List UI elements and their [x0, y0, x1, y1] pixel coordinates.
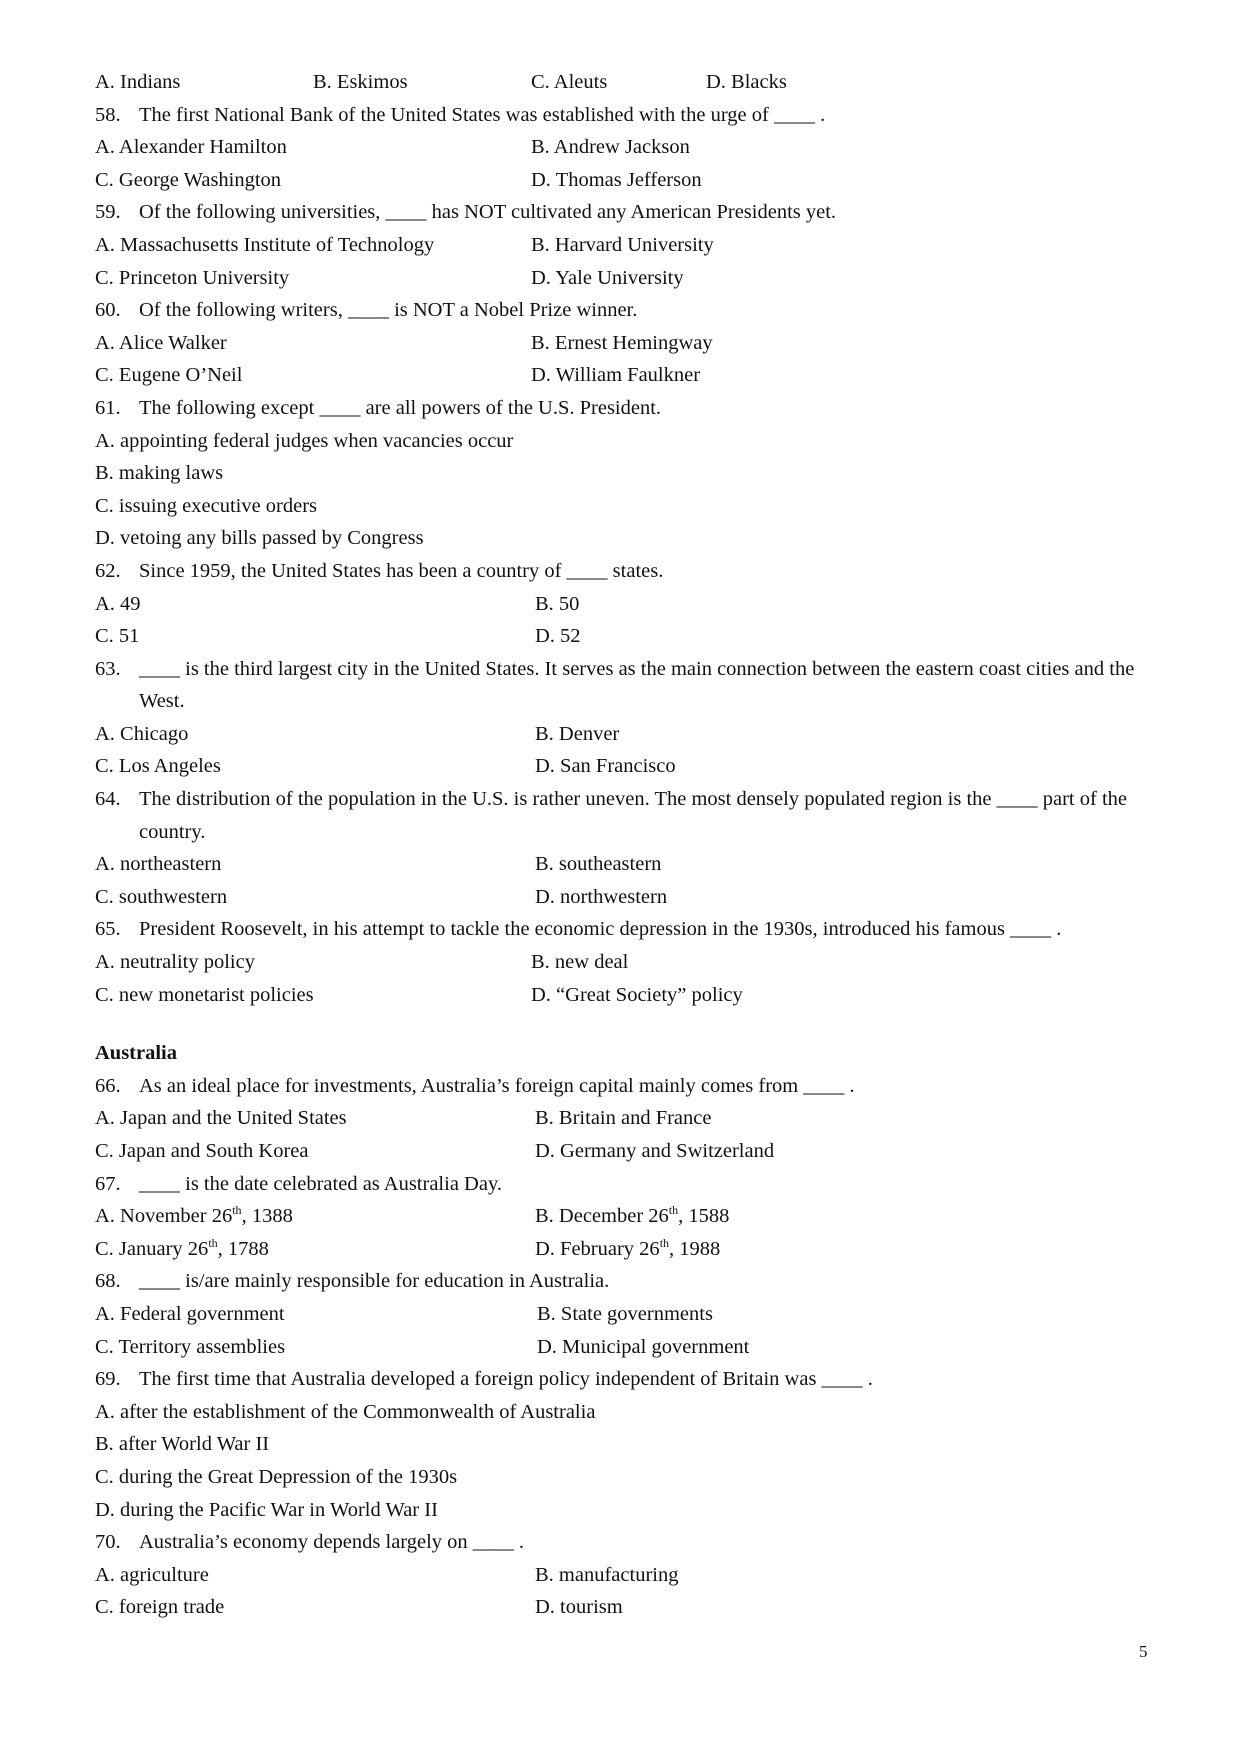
- option-b: B. after World War II: [95, 1433, 270, 1456]
- options-row: [95, 1331, 1155, 1364]
- option-c: C. Eugene O’Neil: [95, 364, 243, 387]
- question-number: 58.: [95, 103, 121, 126]
- options-row: [95, 750, 1155, 783]
- question-number: 61.: [95, 396, 121, 419]
- question-text: As an ideal place for investments, Australia’s foreign capital mainly comes from ____ .: [139, 1074, 855, 1097]
- option-c: C. Princeton University: [95, 266, 290, 289]
- section-heading: Australia: [95, 1042, 177, 1065]
- option-c: C. January 26th, 1788: [95, 1235, 269, 1260]
- option-a: A. Alexander Hamilton: [95, 136, 287, 159]
- option-a: A. northeastern: [95, 853, 222, 876]
- section-gap: [95, 1011, 1155, 1037]
- option-c: C. Territory assemblies: [95, 1335, 286, 1358]
- options-row: [95, 1591, 1155, 1624]
- question-61: [95, 392, 1155, 425]
- option-a: A. appointing federal judges when vacancies occur: [95, 429, 514, 452]
- question-number: 62.: [95, 559, 121, 582]
- options-row: [95, 848, 1155, 881]
- option-a: A. Indians: [95, 71, 181, 93]
- options-row: [95, 229, 1155, 262]
- options-row: [95, 620, 1155, 653]
- option-d: D. 52: [535, 625, 581, 648]
- question-62: [95, 555, 1155, 588]
- option-b: B. manufacturing: [535, 1563, 679, 1586]
- option-d: D. San Francisco: [535, 755, 676, 778]
- question-number: 69.: [95, 1368, 121, 1391]
- options-row: [95, 164, 1155, 197]
- option-b: B. Eskimos: [313, 71, 408, 93]
- page-number: 5: [1139, 1642, 1148, 1661]
- option-b: B. southeastern: [535, 853, 662, 876]
- option-d: D. Yale University: [531, 266, 684, 289]
- document-page: [95, 66, 1155, 1624]
- option-c: C. foreign trade: [95, 1596, 225, 1619]
- option-c: C. Aleuts: [531, 71, 608, 93]
- question-number: 68.: [95, 1270, 121, 1293]
- question-69: [95, 1363, 1155, 1396]
- question-text: Of the following universities, ____ has NOT cultivated any American Presidents yet.: [139, 201, 837, 224]
- options-row: [95, 946, 1155, 979]
- options-row: [95, 1233, 1155, 1266]
- question-text: President Roosevelt, in his attempt to tackle the economic depression in the 1930s, introduced his famous ____ .: [139, 918, 1062, 941]
- option-d: D. “Great Society” policy: [531, 983, 743, 1006]
- option-c: C. new monetarist policies: [95, 983, 314, 1006]
- question-number: 70.: [95, 1531, 121, 1554]
- option-c: C. George Washington: [95, 168, 282, 191]
- option-b: B. making laws: [95, 462, 224, 485]
- option-c: C. Japan and South Korea: [95, 1140, 309, 1162]
- option-c: C. Los Angeles: [95, 755, 221, 778]
- question-number: 64.: [95, 788, 121, 811]
- option-a: A. Federal government: [95, 1302, 285, 1325]
- question-number: 65.: [95, 918, 121, 941]
- options-row: [95, 979, 1155, 1012]
- option-b: B. 50: [535, 592, 580, 615]
- question-number: 63.: [95, 657, 121, 680]
- option-a: A. neutrality policy: [95, 951, 255, 974]
- option-a: A. Alice Walker: [95, 331, 227, 354]
- options-row: [95, 131, 1155, 164]
- question-67: [95, 1168, 1155, 1201]
- question-text: ____ is/are mainly responsible for education in Australia.: [139, 1270, 610, 1293]
- option-d: D. February 26th, 1988: [535, 1235, 721, 1260]
- option-b: B. Harvard University: [531, 233, 714, 256]
- options-row-top: [95, 66, 1155, 99]
- question-text: ____ is the third largest city in the United States. It serves as the main connection between the eastern coast cities and the West.: [139, 657, 1135, 713]
- options-row: [95, 1298, 1155, 1331]
- question-text: Australia’s economy depends largely on ____ .: [139, 1531, 525, 1554]
- question-63: [95, 653, 1155, 718]
- option-c: C. southwestern: [95, 885, 228, 908]
- question-text: ____ is the date celebrated as Australia Day.: [139, 1172, 502, 1195]
- option-b: B. new deal: [531, 951, 629, 974]
- options-row: [95, 718, 1155, 751]
- question-65: [95, 913, 1155, 946]
- question-68: [95, 1265, 1155, 1298]
- question-number: 67.: [95, 1172, 121, 1195]
- options-row: [95, 359, 1155, 392]
- option-c: C. during the Great Depression of the 1930s: [95, 1465, 458, 1488]
- option-a: A. November 26th, 1388: [95, 1203, 293, 1228]
- question-text: The first time that Australia developed a foreign policy independent of Britain was ____ .: [139, 1368, 873, 1391]
- question-number: 60.: [95, 299, 121, 322]
- options-row: [95, 1200, 1155, 1233]
- option-c: C. 51: [95, 625, 140, 648]
- question-text: Since 1959, the United States has been a country of ____ states.: [139, 559, 664, 582]
- question-text: The following except ____ are all powers of the U.S. President.: [139, 396, 662, 419]
- option-b: B. Britain and France: [535, 1107, 712, 1130]
- question-text: Of the following writers, ____ is NOT a Nobel Prize winner.: [139, 299, 638, 322]
- question-60: [95, 294, 1155, 327]
- option-b: B. Denver: [535, 722, 620, 745]
- option-d: D. Germany and Switzerland: [535, 1140, 775, 1162]
- option-d: D. Municipal government: [537, 1335, 750, 1358]
- question-70: [95, 1526, 1155, 1559]
- option-d: D. vetoing any bills passed by Congress: [95, 527, 424, 550]
- option-d: D. northwestern: [535, 885, 668, 908]
- options-row: [95, 1135, 1155, 1168]
- option-a: A. after the establishment of the Commonwealth of Australia: [95, 1400, 596, 1423]
- question-58: [95, 99, 1155, 132]
- option-c: C. issuing executive orders: [95, 494, 318, 517]
- option-a: A. Massachusetts Institute of Technology: [95, 233, 435, 256]
- option-d: D. William Faulkner: [531, 364, 701, 387]
- option-b: B. Ernest Hemingway: [531, 331, 713, 354]
- options-row: [95, 881, 1155, 914]
- option-d: D. Blacks: [706, 71, 787, 93]
- question-64: [95, 783, 1155, 848]
- option-a: A. Japan and the United States: [95, 1107, 347, 1130]
- question-66: [95, 1070, 1155, 1103]
- option-d: D. Thomas Jefferson: [531, 168, 702, 191]
- option-a: A. agriculture: [95, 1563, 209, 1586]
- option-d: D. during the Pacific War in World War II: [95, 1498, 438, 1521]
- option-a: A. Chicago: [95, 722, 189, 745]
- option-d: D. tourism: [535, 1596, 623, 1619]
- question-text: The first National Bank of the United States was established with the urge of ____ .: [139, 103, 826, 126]
- question-number: 59.: [95, 201, 121, 224]
- options-row: [95, 1559, 1155, 1592]
- option-b: B. State governments: [537, 1302, 713, 1325]
- options-row: [95, 262, 1155, 295]
- question-59: [95, 196, 1155, 229]
- option-b: B. Andrew Jackson: [531, 136, 690, 159]
- option-b: B. December 26th, 1588: [535, 1203, 730, 1228]
- option-a: A. 49: [95, 592, 141, 615]
- options-row: [95, 588, 1155, 621]
- options-row: [95, 327, 1155, 360]
- question-text: The distribution of the population in the U.S. is rather uneven. The most densely populated region is the ____ part of the country.: [139, 788, 1127, 843]
- options-row: [95, 1102, 1155, 1135]
- question-number: 66.: [95, 1074, 121, 1097]
